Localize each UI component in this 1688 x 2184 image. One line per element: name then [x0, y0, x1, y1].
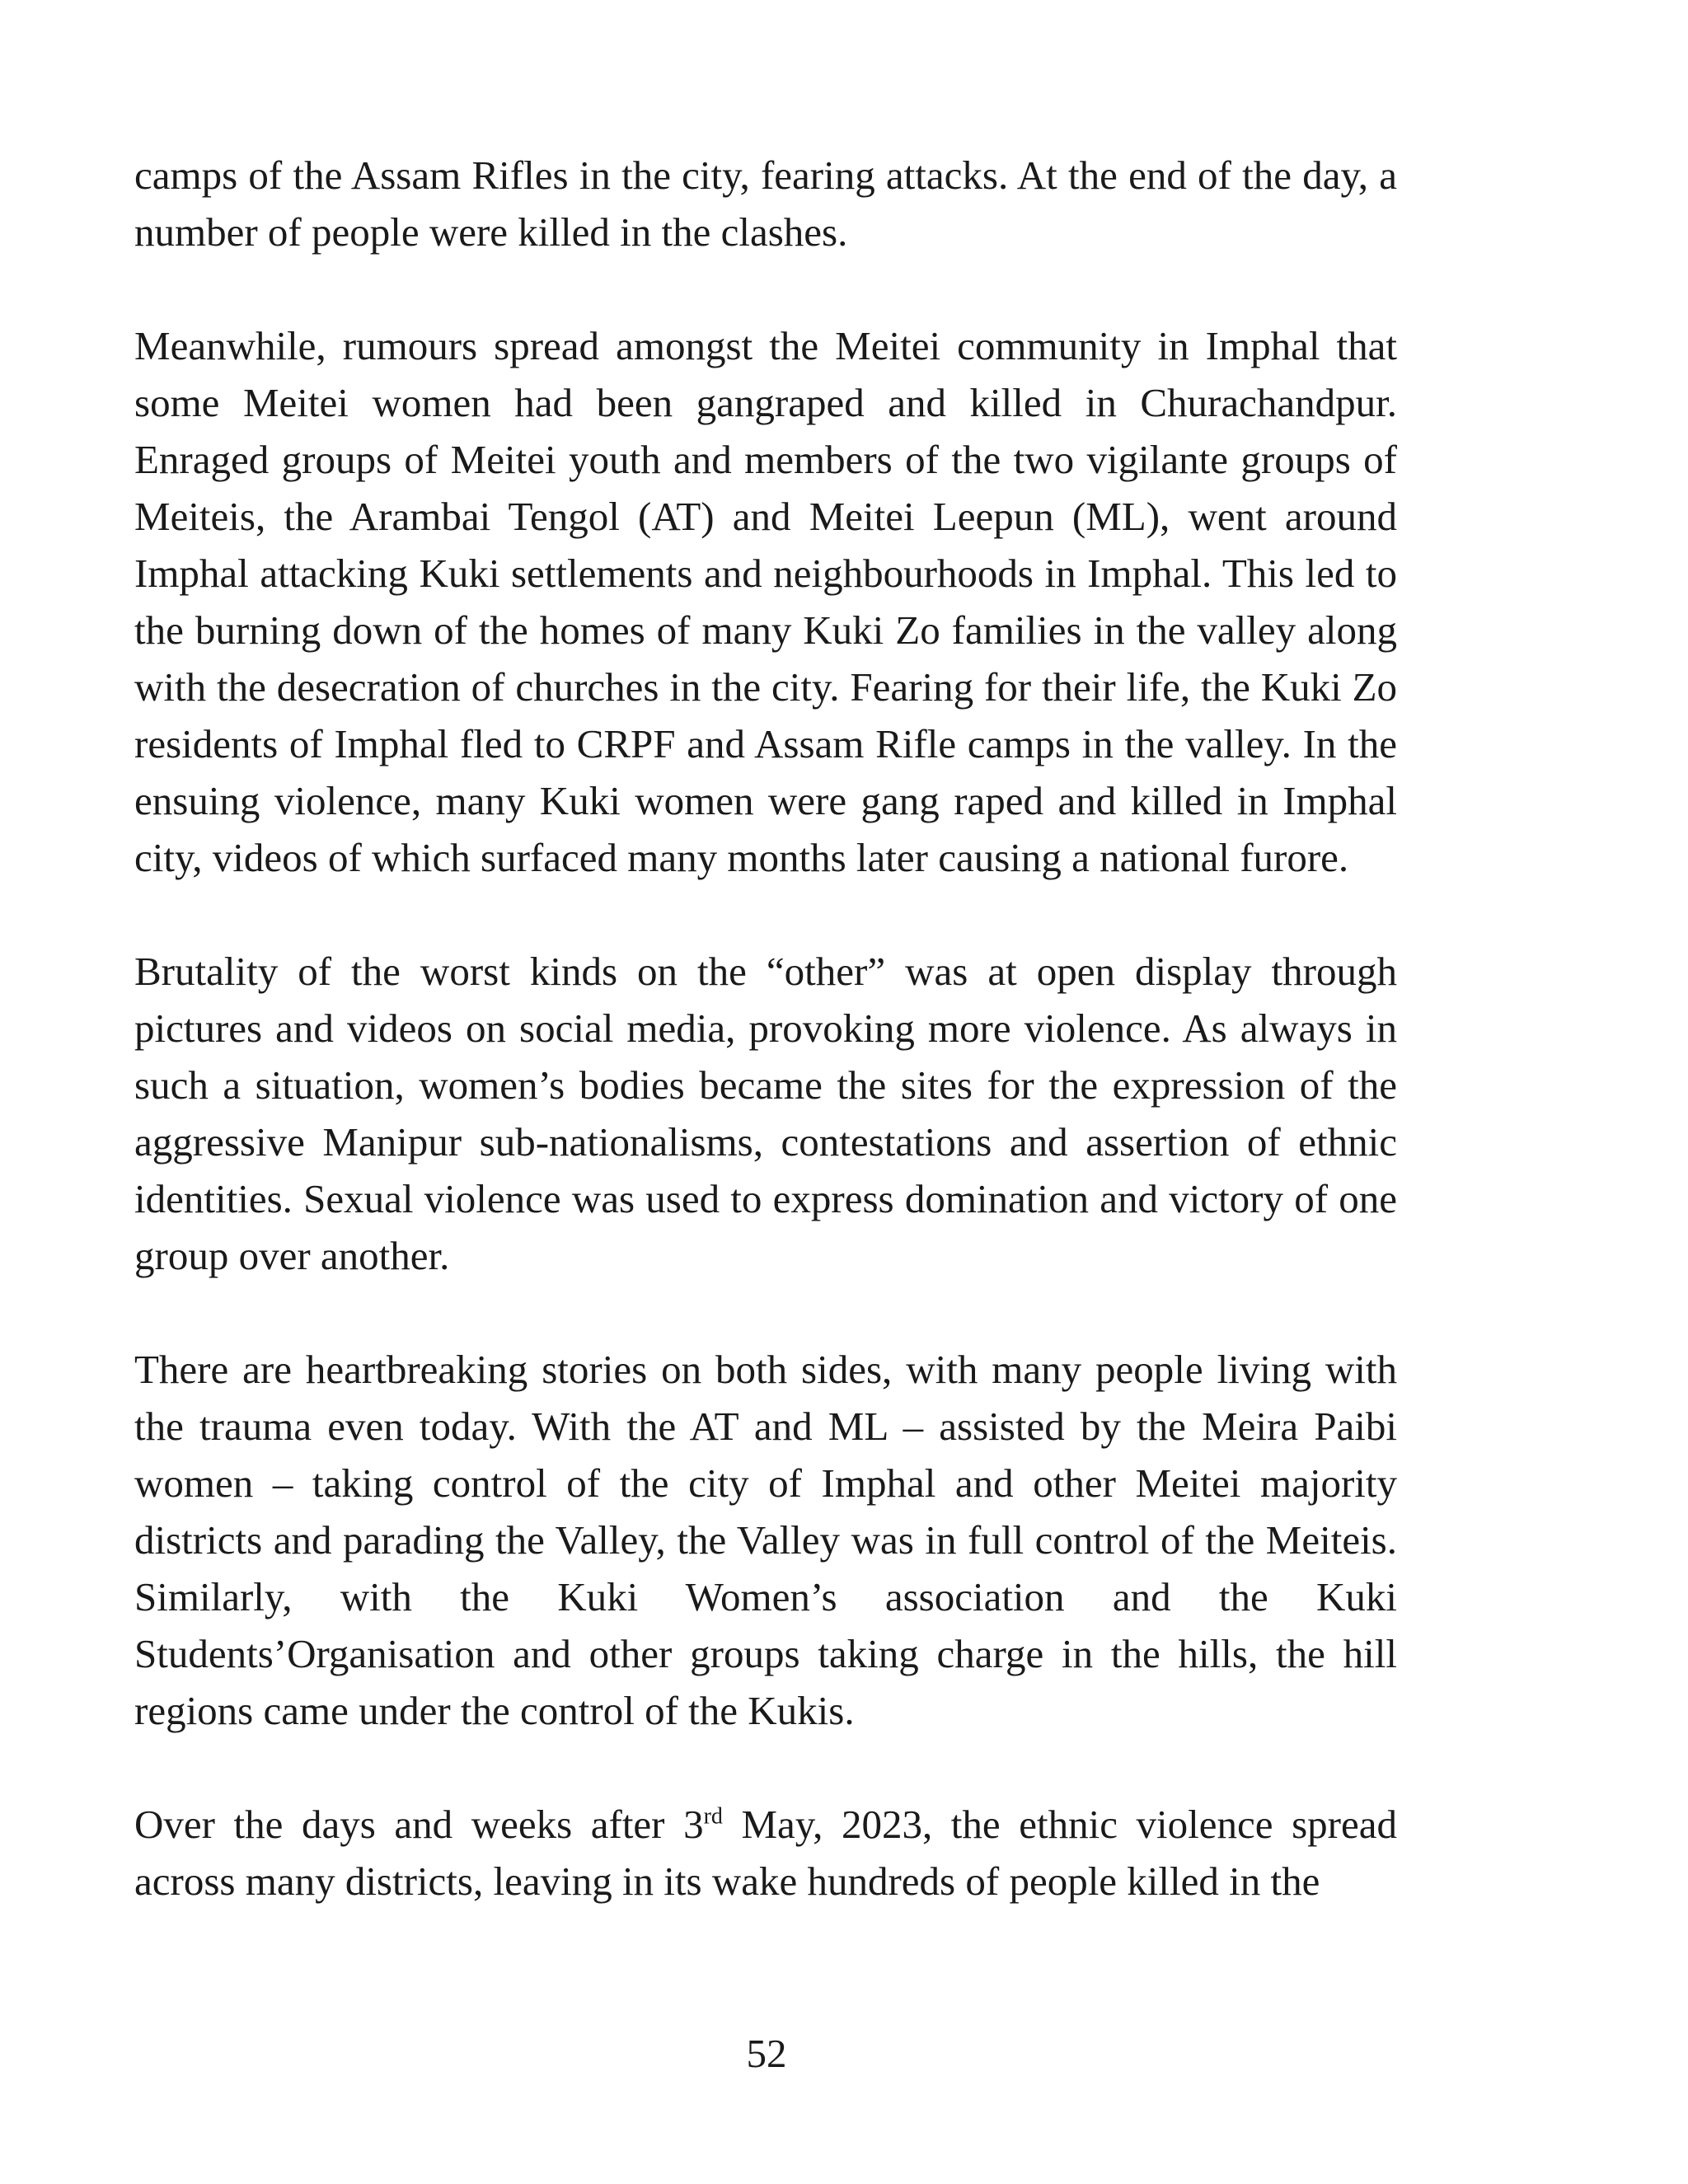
paragraph-5: [134, 1796, 1397, 1910]
paragraph-3: Brutality of the worst kinds on the “other” was at open display through pictures and videos on social media, provoking more violence. As always in such a situation, women’s bodies became the sites for the expression of the aggressive Manipur sub-nationalisms, contestations and assertion of ethnic identities. Sexual violence was used to express domination and victory of one group over another.: [134, 949, 1397, 1278]
page-number: 52: [746, 2031, 787, 2076]
paragraph-5-rest: May, 2023, the ethnic violence spread across many districts, leaving in its wake hundreds of people killed in the: [134, 1802, 1397, 1904]
paragraph-2: Meanwhile, rumours spread amongst the Meitei community in Imphal that some Meitei women had been gangraped and killed in Churachandpur. Enraged groups of Meitei youth and members of the two vigilante groups of Meiteis, the Arambai Tengol (AT) and Meitei Leepun (ML), went around Imphal attacking Kuki settlements and neighbourhoods in Imphal. This led to the burning down of the homes of many Kuki Zo families in the valley along with the desecration of churches in the city. Fearing for their life, the Kuki Zo residents of Imphal fled to CRPF and Assam Rifle camps in the valley. In the ensuing violence, many Kuki women were gang raped and killed in Imphal city, videos of which surfaced many months later causing a national furore.: [134, 323, 1397, 880]
paragraph-5-start: Over the days and weeks after 3: [134, 1802, 704, 1847]
page-body: [134, 147, 1397, 1910]
ordinal-superscript: rd: [703, 1803, 723, 1830]
paragraph-1: camps of the Assam Rifles in the city, fearing attacks. At the end of the day, a number of people were killed in the clashes.: [134, 152, 1397, 255]
paragraph-4: There are heartbreaking stories on both sides, with many people living with the trauma even today. With the AT and ML – assisted by the Meira Paibi women – taking control of the city of Imphal and other Meitei majority districts and parading the Valley, the Valley was in full control of the Meiteis. Similarly, with the Kuki Women’s association and the Kuki Students’Organisation and other groups taking charge in the hills, the hill regions came under the control of the Kukis.: [134, 1347, 1397, 1733]
